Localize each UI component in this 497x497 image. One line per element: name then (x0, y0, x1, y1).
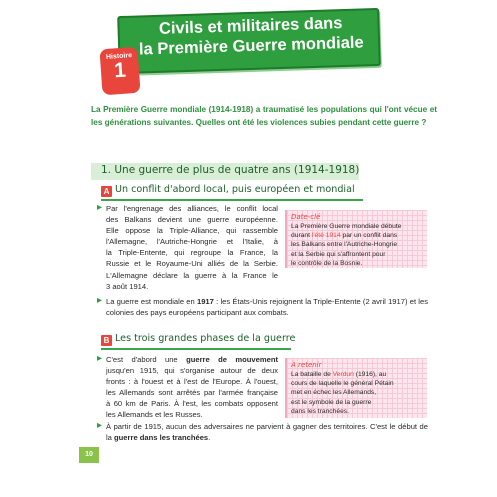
bullet-icon: ▸ (97, 295, 103, 306)
subsection-title-b: Les trois grandes phases de la guerre (115, 333, 296, 344)
badge-number: 1 (113, 58, 127, 83)
para-bold: guerre de mouvement (186, 355, 278, 364)
box-highlight: Verdun (332, 371, 354, 378)
para-line: jusqu'en 1915, qui s'organise autour de deux (106, 366, 278, 376)
bullet-icon: ▸ (97, 202, 103, 213)
para-line: Par l'engrenage des alliances, le conflit local (106, 204, 278, 213)
box-text-part: par un conflit dans (340, 232, 398, 240)
subsection-underline-a (101, 199, 363, 201)
para-line: l'Allemagne, l'Autriche-Hongrie et l'Italie, à (106, 237, 278, 247)
para-line: les Allemands sont arrêtés par l'armée française (106, 388, 278, 398)
box-text-part: (1916), au (353, 371, 387, 378)
paragraph-trench-war (97, 420, 428, 443)
intro-text: La Première Guerre mondiale (1914-1918) a traumatisé les populations qui l'ont vécue et les générations suivantes. Quelles ont été les violences subies pendant cette guerre ? (91, 105, 437, 127)
para-line: Elle oppose la Triple-Alliance, qui rassemble (106, 226, 278, 236)
para-line: à 60 km de Paris. À l'est, les combats opposent (106, 399, 278, 409)
box-line: les Balkans entre l'Autriche-Hongrie (291, 241, 398, 249)
box-text-part: durant (291, 232, 312, 240)
para-line: 3 août 1914. (106, 281, 149, 291)
para-line: les Allemands et les Russes. (106, 410, 203, 420)
subsection-letter-a: A (101, 186, 112, 197)
para-text: La guerre est mondiale en (106, 297, 197, 306)
para-line: la Triple-Entente, qui regroupe la France, la (106, 248, 278, 258)
key-date-label: Date-clé (291, 213, 321, 221)
box-line: dans les tranchées. (291, 407, 349, 415)
page-title-line2: la Première Guerre mondiale (138, 33, 364, 59)
page-title (125, 12, 376, 60)
subsection-letter-b: B (101, 335, 112, 346)
para-line: fronts : à l'ouest et à l'est de l'Europe. À l'ouest, (106, 377, 278, 387)
para-line: des Balkans devient une guerre européenne. (106, 215, 278, 225)
box-line (291, 231, 423, 240)
history-badge (99, 47, 140, 96)
subsection-title-a: Un conflit d'abord local, puis européen et mondial (115, 184, 355, 195)
para-text: À partir de 1915, aucun des adversaires ne parvient à gagner des territoires. C'est le début de la (106, 422, 428, 443)
bullet-icon: ▸ (97, 420, 103, 431)
box-line: met en échec les Allemands, (291, 389, 377, 397)
paragraph-world-war (97, 295, 429, 318)
subsection-underline-b (101, 348, 291, 350)
key-date-box (285, 210, 427, 268)
box-line: La Première Guerre mondiale débute (291, 223, 402, 230)
paragraph-alliances (97, 202, 278, 292)
takeaway-box (285, 358, 427, 418)
takeaway-text (291, 370, 423, 416)
para-line: L'Allemagne déclare la guerre à la France le (106, 270, 278, 280)
section-heading: 1. Une guerre de plus de quatre ans (1914-1918) (101, 164, 360, 176)
para-text: . (208, 433, 211, 443)
badge-label: Histoire (105, 52, 133, 61)
box-line: est le symbole de la guerre (291, 398, 372, 406)
box-line: et la Serbie qui s'affrontent pour (291, 250, 386, 258)
page-number: 10 (79, 447, 99, 463)
box-text-part: La bataille de (291, 371, 333, 378)
takeaway-label: À retenir (291, 361, 322, 369)
key-date-text (291, 222, 423, 268)
para-bold: 1917 (196, 297, 214, 306)
box-line: le contrôle de la Bosnie. (291, 259, 363, 267)
para-line (106, 354, 278, 365)
para-text: C'est d'abord une (106, 355, 187, 364)
box-line (291, 370, 423, 379)
page-title-line1: Civils et militaires dans (158, 14, 343, 38)
paragraph-war-movement (97, 353, 278, 421)
para-text: : les États-Unis rejoignent la Triple-Entente (2 avril 1917) et les colonies des pays européens participant aux combats. (106, 297, 429, 318)
para-bold: guerre dans les tranchées (114, 433, 209, 443)
bullet-icon: ▸ (97, 353, 103, 364)
box-highlight: l'été 1914 (311, 232, 341, 240)
box-line: cours de laquelle le général Pétain (291, 380, 394, 388)
para-line: Russie et le Royaume-Uni alliés de la Serbie. (106, 259, 278, 269)
